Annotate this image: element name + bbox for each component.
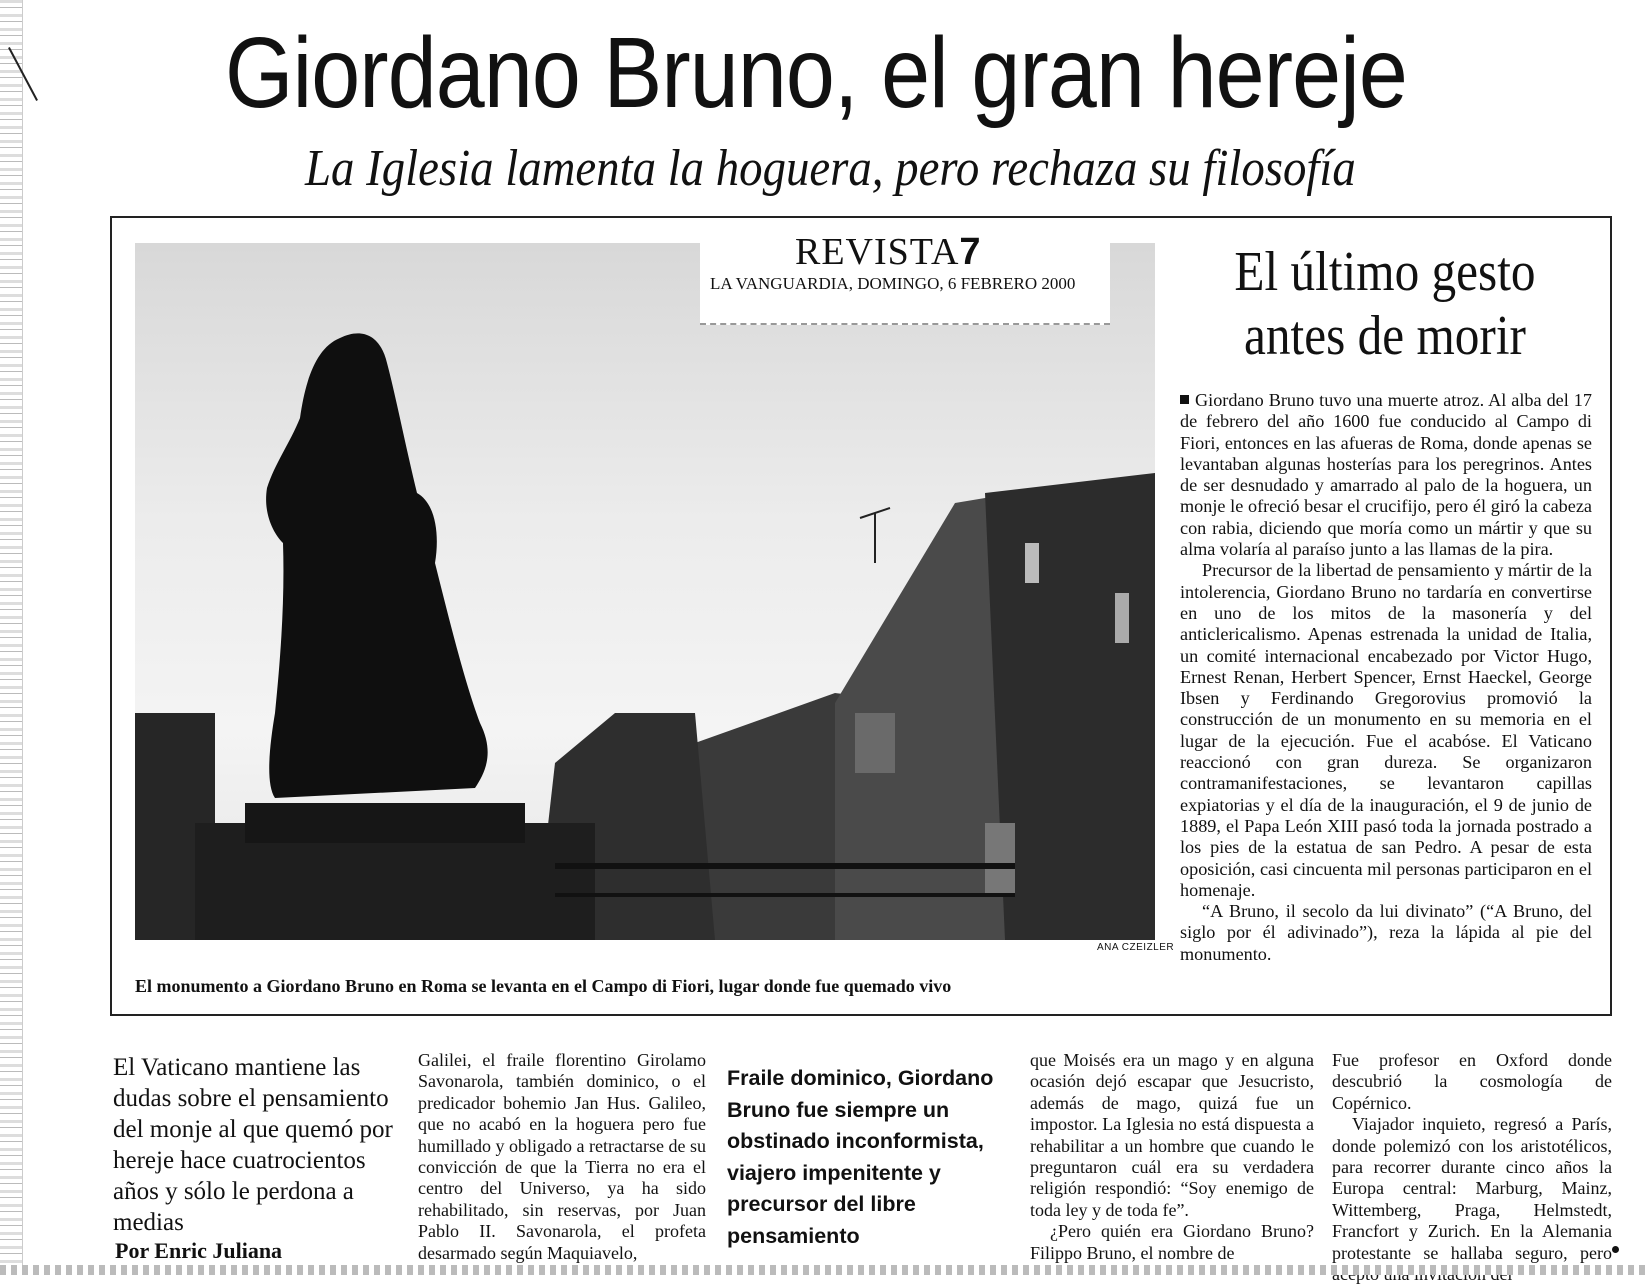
pull-quote: Fraile dominico, Giordano Bruno fue siempre un obstinado inconformista, viajero impenitente y precursor del libre pensamiento [727,1066,994,1248]
column-paragraph: que Moisés era un mago y en alguna ocasión dejó escapar que Jesucristo, además de mago, quizá fue un impostor. La Iglesia no está dispuesta a rehabilitar a un hombre que cuando le preguntaron cuál era su verdadera religión respondió: “Soy enemigo de toda ley y de toda fe”. [1030,1050,1314,1220]
byline: Por Enric Juliana [115,1238,283,1263]
window [1115,593,1129,643]
article-deck: El Vaticano mantiene las dudas sobre el pensamiento del monje al que quemó por hereje hace cuatrocientos años y sólo le perdona a medias [113,1054,393,1236]
pedestal-top [245,803,525,843]
window [985,823,1015,893]
photo-credit: ANA CZEIZLER [1097,942,1175,953]
monument-photo [135,243,1155,940]
fence-rail [555,863,1015,869]
article-column-4 [1332,1050,1612,1263]
photo-scene [135,243,1155,940]
subheadline: La Iglesia lamenta la hoguera, pero rechaza su filosofía [305,140,1356,197]
sidebar-body [1180,390,1592,965]
sidebar-paragraph [1180,390,1592,560]
sidebar-paragraph: “A Bruno, il secolo da lui divinato” (“A Bruno, del siglo por él adivinado”), reza la lápida al pie del monumento. [1180,901,1592,964]
photo-caption: El monumento a Giordano Bruno en Roma se levanta en el Campo di Fiori, lugar donde fue quemado vivo [135,976,952,996]
sidebar-paragraph: Precursor de la libertad de pensamiento y mártir de la intolerencia, Giordano Bruno no tardaría en convertirse en uno de los mitos de la masonería y del anticlericalismo. Apenas estrenada la unidad de Italia, un comité internacional encabezado por Victor Hugo, Ernest Renan, Herbert Spencer, Ernst Haeckel, George Ibsen y Ferdinando Gregorovius promovió la construcción de un monumento en su memoria en el lugar de la ejecución. Fue el acabóse. El Vaticano reaccionó con gran dureza. Se organizaron contramanifestaciones, se levantaron capillas expiatorias y el día de la inauguración, el 9 de junio de 1889, el Papa León XIII pasó toda la jornada postrado a los pies de la estatua de san Pedro. A pesar de esta oposición, casi cincuenta mil personas participaron en el homenaje. [1180,560,1592,900]
column-paragraph: Fue profesor en Oxford donde descubrió la cosmología de Copérnico. [1332,1050,1612,1113]
stamp-title-text: REVISTA [795,231,960,273]
stamp-number: 7 [959,231,982,273]
article-column-3 [1030,1050,1314,1263]
headline: Giordano Bruno, el gran hereje [225,17,1407,129]
stamp-date: LA VANGUARDIA, DOMINGO, 6 FEBRERO 2000 [710,274,1076,293]
stamp-title [795,230,982,274]
statue-silhouette [266,333,488,798]
column-paragraph: Viajador inquieto, regresó a París, donde polemizó con los aristotélicos, para recorrer durante cinco años la Europa central: Marburg, Mainz, Wittemberg, Praga, Helmstedt, Francfort y Zurich. En la Alemania protestante se hallaba seguro, pero [1332,1114,1612,1263]
window [1025,543,1039,583]
column-paragraph: Galilei, el fraile florentino Girolamo Savonarola, también dominico, o el predicador bohemio Jan Hus. Galileo, que no acabó en la hoguera pero fue humillado y obligado a retractarse de su convicción de que la Tierra no era el centro del Universo, ya ha sido rehabilitado, sin reservas, por Juan Pablo II. Savonarola, el profeta desarmado según Maquiavelo, [418,1050,706,1263]
continuation-dot-icon [1612,1246,1619,1253]
sidebar-paragraph-text: Giordano Bruno tuvo una muerte atroz. Al alba del 17 de febrero del año 1600 fue conducido al Campo di Fiori, entonces en las afueras de Roma, donde apenas se levantaban algunas hosterías para los peregrinos. Antes de ser desnudado y amarrado al palo de la hoguera, un monje le ofreció besar el crucifijo, pero él giró la cabeza con rabia, diciendo que moría como un mártir y que su alma volaría al paraíso junto a las llamas de la pira. [1180,390,1592,560]
sidebar-title: El último gesto antes de morir [1234,241,1536,367]
window [855,713,895,773]
bullet-icon [1180,395,1189,404]
fence-rail [555,893,1015,897]
column-paragraph: ¿Pero quién era Giordano Bruno? Filippo Bruno, el nombre de [1030,1221,1314,1263]
scan-edge [0,0,23,1275]
article-column-1 [418,1050,706,1263]
scan-bottom-edge [0,1265,1650,1275]
